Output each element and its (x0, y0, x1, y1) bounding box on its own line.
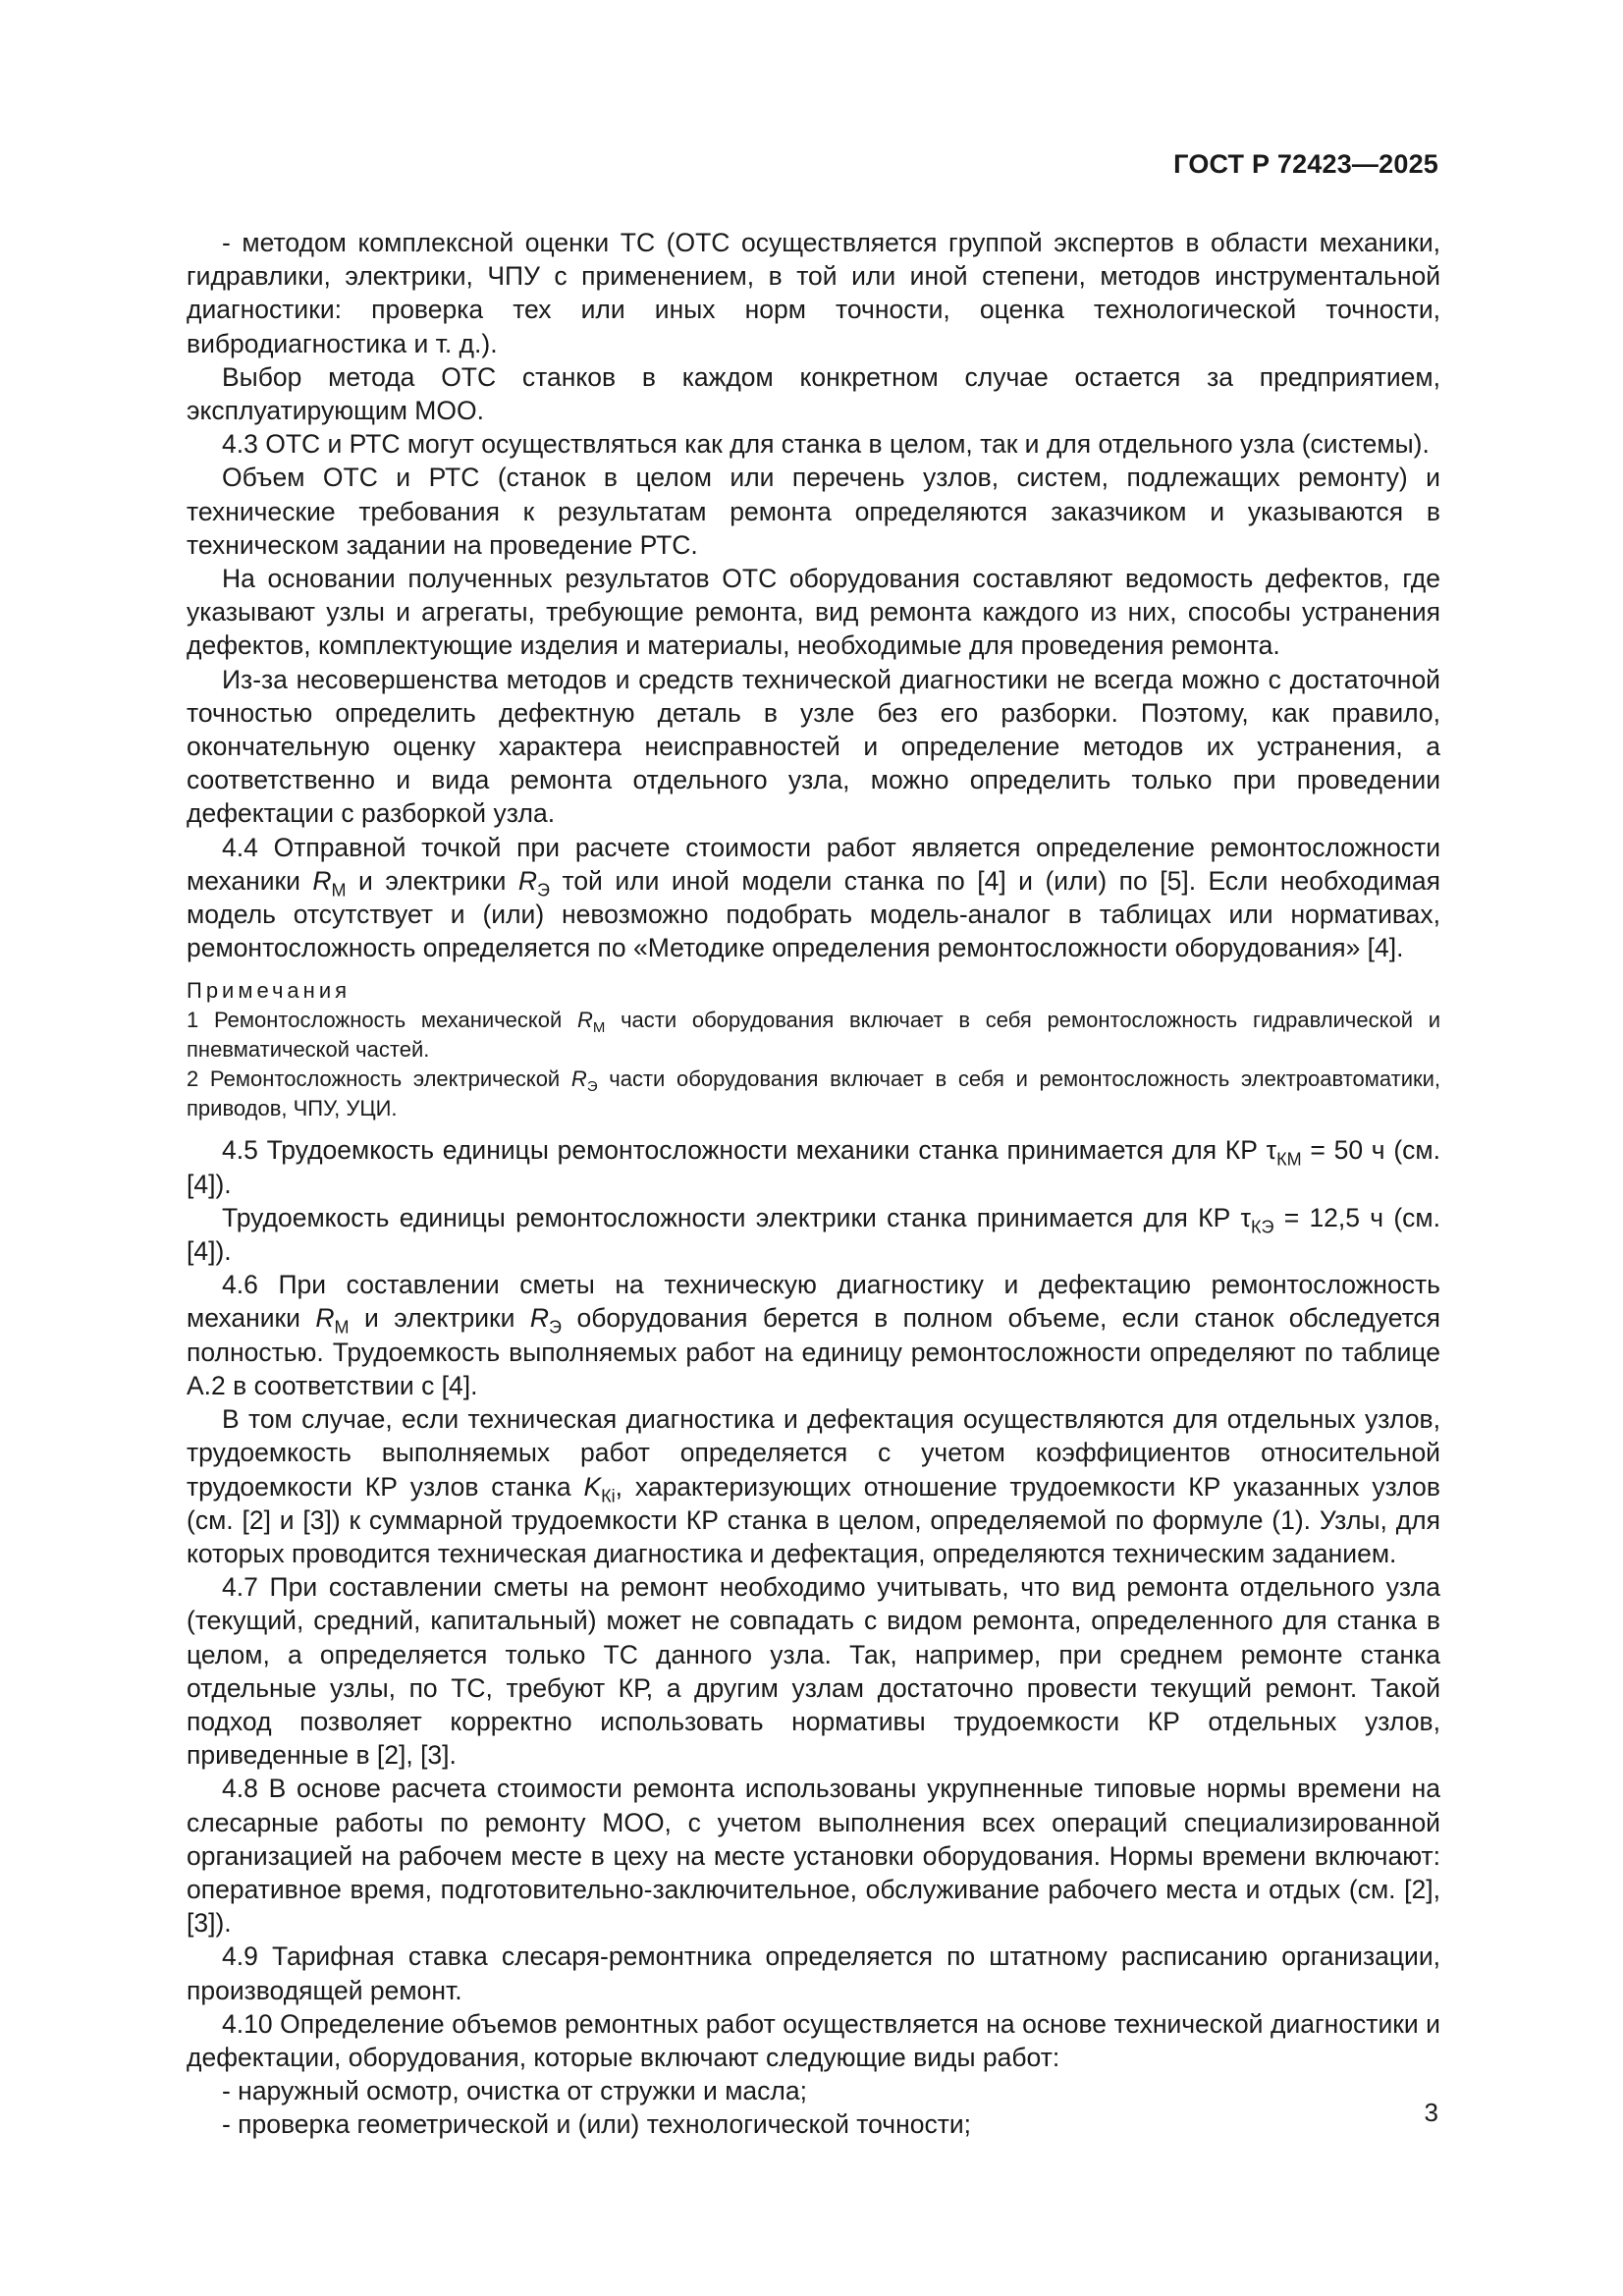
paragraph: Объем ОТС и РТС (станок в целом или перечень узлов, систем, подлежащих ремонту) и технические требования к результатам ремонта определяются заказчиком и указываются в техническом задании на проведение РТС. (187, 463, 1440, 560)
paragraph: На основании полученных результатов ОТС оборудования составляют ведомость дефектов, где указывают узлы и агрегаты, требующие ремонта, вид ремонта каждого из них, способы устранения дефектов, комплектующие изделия и материалы, необходимые для проведения ремонта. (187, 564, 1440, 661)
notes-block (187, 976, 1440, 1123)
note-item: 2 Ремонтосложность электрической $R_Э$ части оборудования включает в себя и ремонтосложность электроавтоматики, приводов, ЧПУ, УЦИ. (187, 1066, 1441, 1121)
paragraph: 4.10 Определение объемов ремонтных работ осуществляется на основе технической диагностики и дефектации, оборудования, которые включают следующие виды работ: (187, 2008, 1440, 2072)
list-item: - проверка геометрической и (или) технологической точности; (222, 2109, 972, 2140)
paragraph: 4.4 Отправной точкой при расчете стоимости работ является определение ремонтосложности механики $R_М$ и электрики $R_Э$ той или иной модели станка по [4] и (или) по [5]. Если необходимая модель отсутствует и (или) невозможно подобрать модель-аналог в таблицах или нормативах, ремонтосложность определяется по «Методике определения ремонтосложности оборудования» [4]. (187, 832, 1440, 963)
symbol: R (517, 865, 538, 896)
symbol: τ (1266, 1135, 1277, 1166)
note-item: 1 Ремонтосложность механической $R_М$ части оборудования включает в себя ремонтосложность гидравлической и пневматической частей. (187, 1008, 1440, 1063)
paragraph: - методом комплексной оценки ТС (ОТС осуществляется группой экспертов в области механики, гидравлики, электрики, ЧПУ с применением, в той или иной степени, методов инструментальной диагностики: проверка тех или иных норм точности, оценка технологической точности, вибродиагностика и т. д.). (187, 228, 1440, 358)
paragraph: Трудоемкость единицы ремонтосложности электрики станка принимается для КР $\tau_{КЭ} = 12,5$ ч (см. [4]). (187, 1202, 1441, 1267)
document-header: ГОСТ Р 72423—2025 (1173, 149, 1438, 179)
paragraph: 4.7 При составлении сметы на ремонт необходимо учитывать, что вид ремонта отдельного узла (текущий, средний, капитальный) может не совпадать с видом ремонта, определенного для станка в целом, а определяется только ТС данного узла. Так, например, при среднем ремонте станка отдельные узлы, по ТС, требуют КР, а другим узлам достаточно провести текущий ремонт. Такой подход позволяет корректно использовать нормативы трудоемкости КР отдельных узлов, приведенные в [2], [3]. (187, 1572, 1440, 1771)
symbol: R (312, 865, 332, 896)
paragraph: 4.3 ОТС и РТС могут осуществляться как для станка в целом, так и для отдельного узла (системы). (222, 429, 1430, 460)
paragraph: Из-за несовершенства методов и средств технической диагностики не всегда можно с достаточной точностью определить дефектную деталь в узле без его разборки. Поэтому, как правило, окончательную оценку характера неисправностей и определение методов их устранения, а соответственно и вида ремонта отдельного узла, можно определить только при проведении дефектации с разборкой узла. (187, 664, 1440, 829)
paragraph: 4.8 В основе расчета стоимости ремонта использованы укрупненные типовые нормы времени на слесарные работы по ремонту МОО, с учетом выполнения всех операций специализированной организацией на рабочем месте в цеху на месте установки оборудования. Нормы времени включают: оперативное время, подготовительно-заключительное, обслуживание рабочего места и отдых (см. [2], [3]). (187, 1774, 1440, 1939)
document-body (187, 226, 1440, 2142)
list-item: - наружный осмотр, очистка от стружки и масла; (222, 2076, 807, 2106)
notes-title: Примечания (187, 978, 352, 1004)
paragraph: 4.5 Трудоемкость единицы ремонтосложности механики станка принимается для КР $\tau_{КМ} = 50$ ч (см. [4]). (187, 1135, 1440, 1199)
paragraph: 4.6 При составлении сметы на техническую диагностику и дефектацию ремонтосложность механики $R_М$ и электрики $R_Э$ оборудования берется в полном объеме, если станок обследуется полностью. Трудоемкость выполняемых работ на единицу ремонтосложности определяют по таблице А.2 в соответствии с [4]. (187, 1270, 1441, 1400)
symbol: τ (1240, 1202, 1251, 1232)
paragraph: Выбор метода ОТС станков в каждом конкретном случае остается за предприятием, эксплуатирующим МОО. (187, 361, 1440, 426)
page-number: 3 (1424, 2098, 1438, 2127)
paragraph: В том случае, если техническая диагностика и дефектация осуществляются для отдельных узлов, трудоемкость выполняемых работ определяется с учетом коэффициентов относительной трудоемкости КР узлов станка $K_{Кi}$, характеризующих отношение трудоемкости КР указанных узлов (см. [2] и [3]) к суммарной трудоемкости КР станка в целом, определяемой по формуле (1). Узлы, для которых проводится техническая диагностика и дефектация, определяются техническим заданием. (187, 1404, 1440, 1568)
paragraph: 4.9 Тарифная ставка слесаря-ремонтника определяется по штатному расписанию организации, производящей ремонт. (187, 1941, 1440, 2005)
